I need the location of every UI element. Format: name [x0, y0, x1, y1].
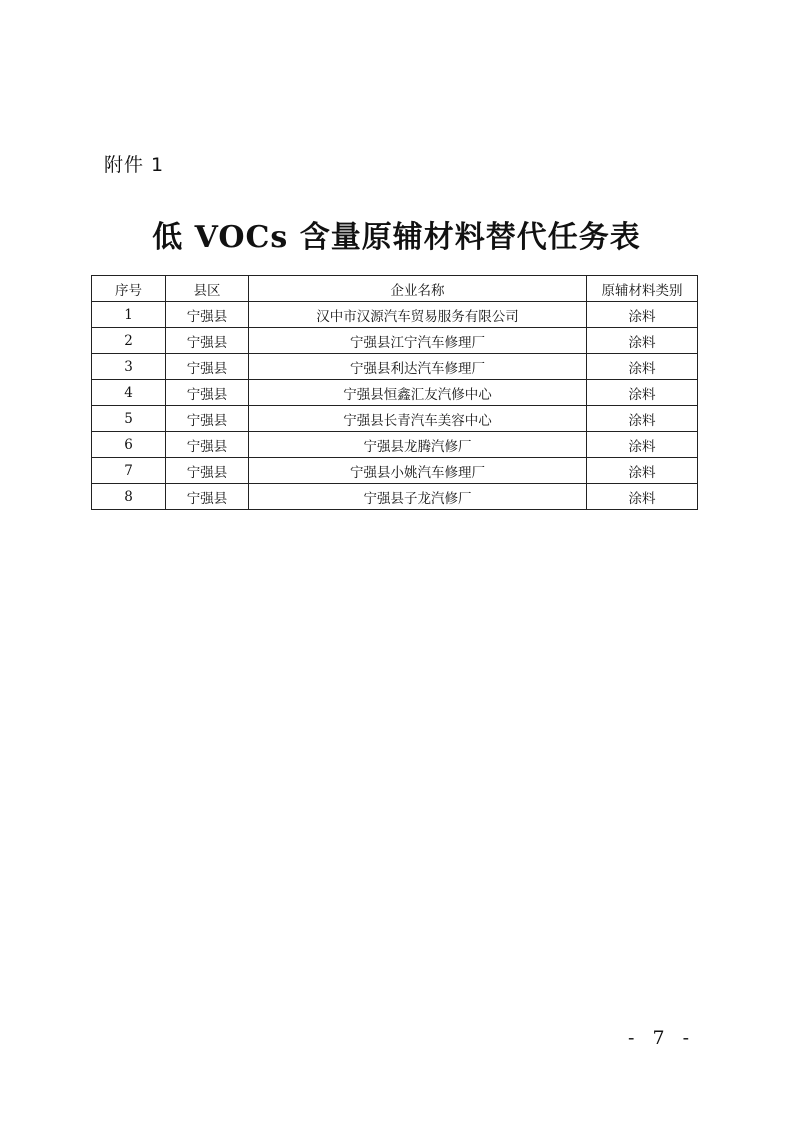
cell-county: 宁强县: [166, 406, 249, 432]
cell-index: 1: [92, 302, 166, 328]
table-row: [92, 380, 698, 406]
cell-company: 宁强县龙腾汽修厂: [249, 432, 587, 458]
table-row: [92, 302, 698, 328]
cell-county: 宁强县: [166, 432, 249, 458]
table-row: [92, 406, 698, 432]
cell-index: 5: [92, 406, 166, 432]
cell-county: 宁强县: [166, 302, 249, 328]
cell-company: 宁强县利达汽车修理厂: [249, 354, 587, 380]
table-row: [92, 484, 698, 510]
cell-index: 2: [92, 328, 166, 354]
table-row: [92, 328, 698, 354]
table-row: [92, 432, 698, 458]
table-row: [92, 458, 698, 484]
cell-material-type: 涂料: [587, 380, 698, 406]
cell-company: 宁强县恒鑫汇友汽修中心: [249, 380, 587, 406]
header-material-type: 原辅材料类别: [587, 276, 698, 302]
cell-company: 汉中市汉源汽车贸易服务有限公司: [249, 302, 587, 328]
cell-material-type: 涂料: [587, 354, 698, 380]
cell-index: 8: [92, 484, 166, 510]
header-company: 企业名称: [249, 276, 587, 302]
cell-material-type: 涂料: [587, 458, 698, 484]
attachment-label: 附件 1: [104, 154, 165, 176]
cell-county: 宁强县: [166, 328, 249, 354]
cell-county: 宁强县: [166, 484, 249, 510]
cell-index: 4: [92, 380, 166, 406]
task-table: [91, 275, 698, 510]
cell-county: 宁强县: [166, 458, 249, 484]
cell-material-type: 涂料: [587, 484, 698, 510]
cell-county: 宁强县: [166, 354, 249, 380]
cell-company: 宁强县长青汽车美容中心: [249, 406, 587, 432]
cell-company: 宁强县江宁汽车修理厂: [249, 328, 587, 354]
header-county: 县区: [166, 276, 249, 302]
cell-county: 宁强县: [166, 380, 249, 406]
document-title: 低 VOCs 含量原辅材料替代任务表: [152, 220, 641, 255]
cell-material-type: 涂料: [587, 302, 698, 328]
table-header-row: [92, 276, 698, 302]
cell-index: 7: [92, 458, 166, 484]
cell-material-type: 涂料: [587, 328, 698, 354]
table-row: [92, 354, 698, 380]
page-number: - 7 -: [628, 1027, 696, 1049]
cell-company: 宁强县小姚汽车修理厂: [249, 458, 587, 484]
cell-company: 宁强县子龙汽修厂: [249, 484, 587, 510]
header-index: 序号: [92, 276, 166, 302]
cell-material-type: 涂料: [587, 406, 698, 432]
cell-material-type: 涂料: [587, 432, 698, 458]
cell-index: 3: [92, 354, 166, 380]
cell-index: 6: [92, 432, 166, 458]
